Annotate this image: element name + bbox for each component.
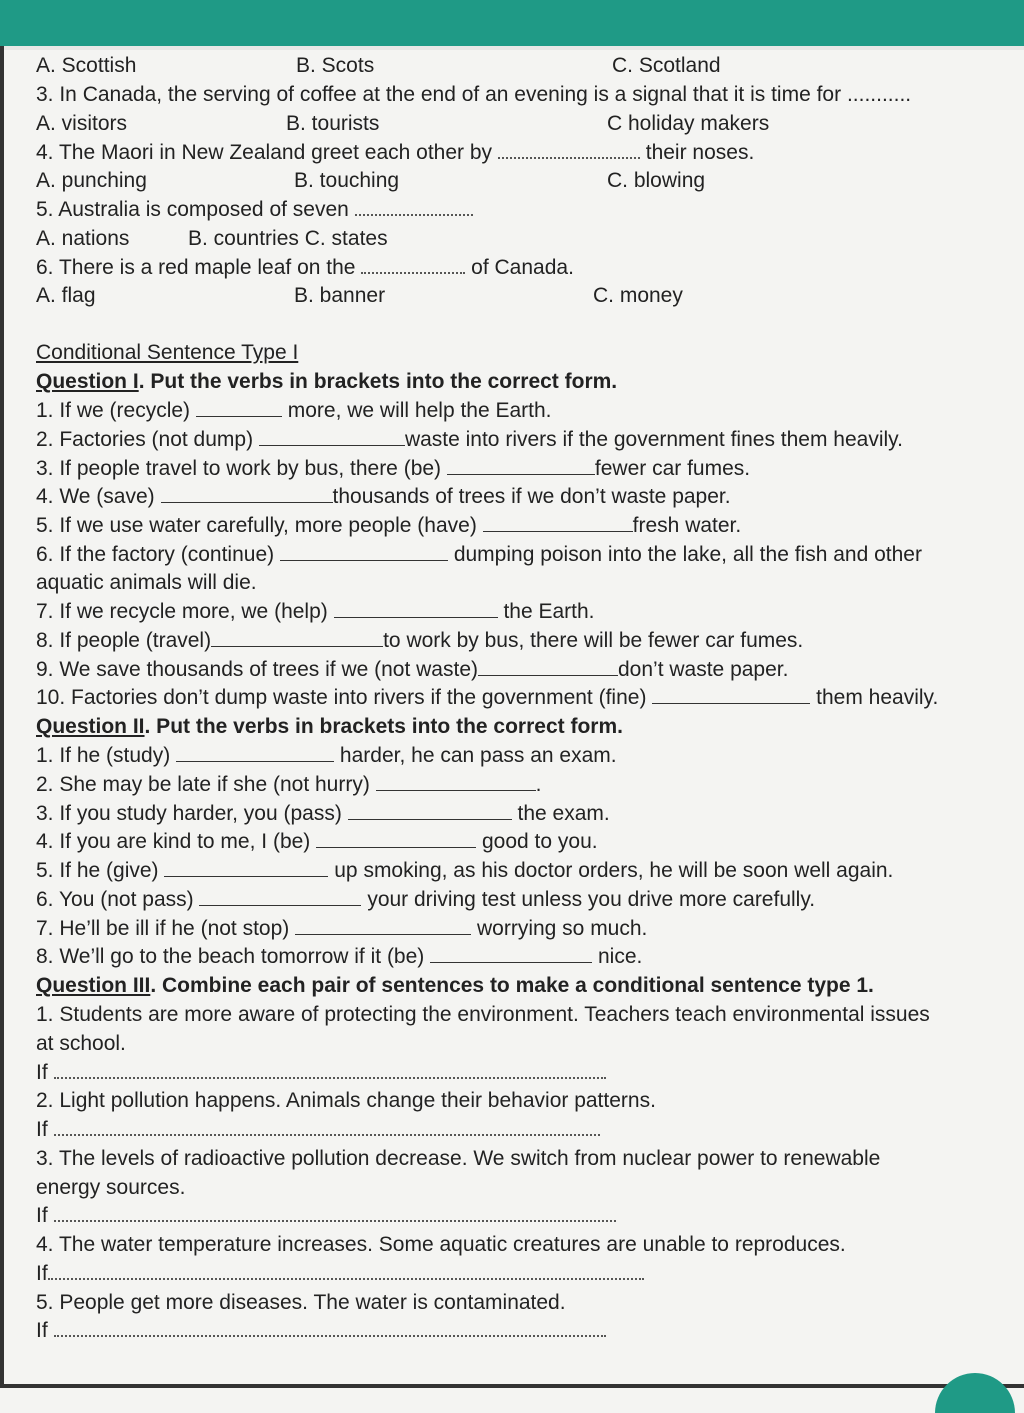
exercise-item: 10. Factories don’t dump waste into rivers if the government (fine) them heavily. <box>36 686 939 709</box>
question-iii-heading <box>36 972 874 1000</box>
exercise-item: 7. He’ll be ill if he (not stop) worrying so much. <box>36 917 648 940</box>
answer-blank[interactable] <box>196 398 282 417</box>
exercise-item: 2. Factories (not dump) waste into rivers if the government fines them heavily. <box>36 428 903 451</box>
answer-blank[interactable] <box>376 772 536 791</box>
exercise-item: 4. If you are kind to me, I (be) good to you. <box>36 830 598 853</box>
answer-blank[interactable] <box>54 1202 616 1222</box>
question-5 <box>36 196 473 224</box>
option-b: B. banner <box>294 284 386 307</box>
option-c: C. blowing <box>607 169 706 192</box>
answer-blank[interactable] <box>334 599 498 618</box>
exercise-item-continued: at school. <box>36 1032 126 1055</box>
answer-blank[interactable] <box>54 1317 606 1337</box>
answer-line: If <box>36 1116 600 1144</box>
answer-blank[interactable] <box>316 829 476 848</box>
option-b: B. touching <box>294 169 400 192</box>
answer-line: If <box>36 1202 616 1230</box>
answer-blank[interactable] <box>355 196 473 216</box>
question-label: Question III <box>36 974 151 997</box>
answer-line: If <box>36 1317 606 1345</box>
exercise-item: 6. You (not pass) your driving test unless you drive more carefully. <box>36 888 816 911</box>
option-b: B. Scots <box>296 54 375 77</box>
answer-blank[interactable] <box>447 456 595 475</box>
exercise-item: 7. If we recycle more, we (help) the Earth. <box>36 600 595 623</box>
exercise-item-continued: energy sources. <box>36 1176 186 1199</box>
question-label: Question I <box>36 370 139 393</box>
answer-blank[interactable] <box>48 1260 644 1280</box>
exercise-item: 3. If you study harder, you (pass) the exam. <box>36 802 610 825</box>
answer-blank[interactable] <box>430 944 592 963</box>
question-6 <box>36 254 574 282</box>
question-instruction: . Put the verbs in brackets into the correct form. <box>144 715 623 738</box>
question-4 <box>36 139 754 167</box>
question-text: 5. Australia is composed of seven <box>36 198 349 221</box>
exercise-item: 1. Students are more aware of protecting the environment. Teachers teach environmental issues <box>36 1003 930 1026</box>
exercise-item: 5. People get more diseases. The water is contaminated. <box>36 1291 566 1314</box>
exercise-item: 9. We save thousands of trees if we (not waste) don’t waste paper. <box>36 658 789 681</box>
answer-blank[interactable] <box>161 484 333 503</box>
question-text: 4. The Maori in New Zealand greet each other by <box>36 141 493 164</box>
option-a: A. Scottish <box>36 54 137 77</box>
question-text: of Canada. <box>471 256 574 279</box>
question-text: 6. There is a red maple leaf on the <box>36 256 356 279</box>
option-a: A. flag <box>36 284 96 307</box>
exercise-item: 4. The water temperature increases. Some aquatic creatures are unable to reproduces. <box>36 1233 846 1256</box>
option-c: C. Scotland <box>612 54 721 77</box>
question-3: 3. In Canada, the serving of coffee at the end of an evening is a signal that it is time for ........... <box>36 83 912 106</box>
answer-blank[interactable] <box>348 801 512 820</box>
answer-line: If <box>36 1059 606 1087</box>
exercise-item: 2. She may be late if she (not hurry) . <box>36 773 542 796</box>
option-b: B. countries C. states <box>188 227 388 250</box>
answer-blank[interactable] <box>259 427 405 446</box>
answer-blank[interactable] <box>483 513 633 532</box>
exercise-item: 1. If we (recycle) more, we will help the Earth. <box>36 399 552 422</box>
exercise-item: 4. We (save) thousands of trees if we don’t waste paper. <box>36 485 731 508</box>
option-a: A. punching <box>36 169 147 192</box>
option-c: C. money <box>593 284 683 307</box>
answer-blank[interactable] <box>164 858 328 877</box>
exercise-item-continued: aquatic animals will die. <box>36 571 257 594</box>
option-a: A. visitors <box>36 112 128 135</box>
question-text: their noses. <box>645 141 755 164</box>
exercise-item: 5. If we use water carefully, more people (have) fresh water. <box>36 514 742 537</box>
option-b: B. tourists <box>286 112 380 135</box>
answer-blank[interactable] <box>652 685 810 704</box>
exercise-item: 5. If he (give) up smoking, as his doctor orders, he will be soon well again. <box>36 859 894 882</box>
answer-blank[interactable] <box>361 254 465 274</box>
question-i-heading <box>36 368 617 396</box>
answer-blank[interactable] <box>478 657 618 676</box>
option-c: C holiday makers <box>607 112 770 135</box>
exercise-item: 6. If the factory (continue) dumping poison into the lake, all the fish and other <box>36 543 922 566</box>
option-a: A. nations <box>36 227 130 250</box>
question-instruction: . Combine each pair of sentences to make a conditional sentence type 1. <box>150 974 874 997</box>
exercise-item: 2. Light pollution happens. Animals change their behavior patterns. <box>36 1089 656 1112</box>
section-title: Conditional Sentence Type I <box>36 341 299 364</box>
exercise-item: 1. If he (study) harder, he can pass an exam. <box>36 744 617 767</box>
answer-blank[interactable] <box>295 916 471 935</box>
answer-blank[interactable] <box>54 1059 606 1079</box>
question-instruction: . Put the verbs in brackets into the correct form. <box>138 370 618 393</box>
question-ii-heading <box>36 713 623 741</box>
exercise-item: 8. We’ll go to the beach tomorrow if it (be) nice. <box>36 945 643 968</box>
answer-line: If <box>36 1260 644 1288</box>
answer-blank[interactable] <box>498 139 640 159</box>
answer-blank[interactable] <box>54 1116 600 1136</box>
answer-blank[interactable] <box>211 628 383 647</box>
answer-blank[interactable] <box>199 887 361 906</box>
exercise-item: 3. If people travel to work by bus, there (be) fewer car fumes. <box>36 457 751 480</box>
question-label: Question II <box>36 715 145 738</box>
answer-blank[interactable] <box>176 743 334 762</box>
answer-blank[interactable] <box>280 542 448 561</box>
exercise-item: 3. The levels of radioactive pollution decrease. We switch from nuclear power to renewable <box>36 1147 881 1170</box>
exercise-item: 8. If people (travel) to work by bus, there will be fewer car fumes. <box>36 629 804 652</box>
